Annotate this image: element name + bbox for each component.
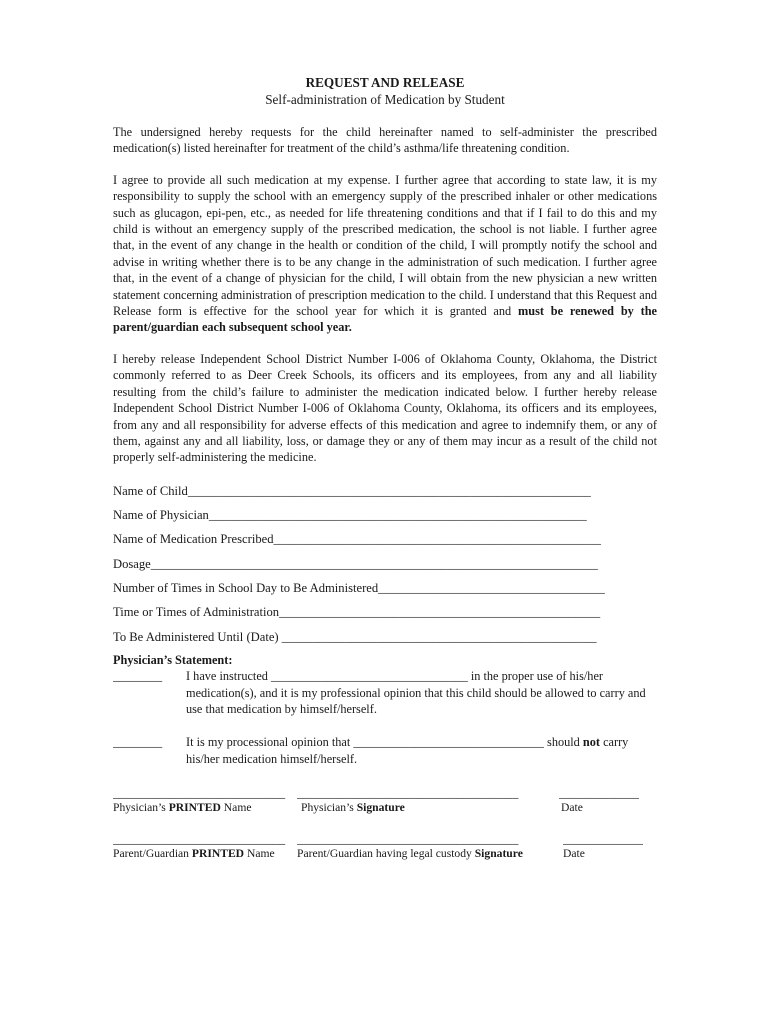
physician-date-label: Date (561, 801, 583, 815)
physician-allow-row (113, 668, 657, 717)
request-paragraph: The undersigned hereby requests for the child hereinafter named to self-administer the prescribed medication(s) listed hereinafter for treatment of the child’s asthma/life threatening condition. (113, 125, 657, 156)
parent-printed-name-line[interactable]: ____________________________ (113, 832, 286, 847)
parent-signature-block (113, 831, 657, 873)
physician-date-line[interactable]: _____________ (559, 786, 639, 801)
form-subtitle: Self-administration of Medication by Student (265, 92, 505, 107)
parent-signature-label: Parent/Guardian having legal custody Signature (297, 847, 523, 861)
form-title: REQUEST AND RELEASE (305, 75, 465, 90)
student-fields (113, 479, 657, 649)
release-paragraph: I hereby release Independent School District Number I-006 of Oklahoma County, Oklahoma, the District commonly referred to as Deer Creek Schools, its officers and its employees, from any and all liability resulting from the child’s failure to administer the medication indicated below. I further hereby release Independent School District Number I-006 of Oklahoma County, Oklahoma, its officers and its employees, from any and all responsibility for adverse effects of this medication and agree to indemnify them, or any of them, against any and all liability, loss, or damage they or any of them may incur as a result of the child not properly self-administering the medicine. (113, 351, 657, 465)
deny-not: not (582, 735, 600, 750)
agreement-paragraph (113, 172, 657, 336)
release-form (113, 74, 657, 873)
dosage-field[interactable]: Dosage_______________________________________________________________________ (113, 556, 598, 571)
physician-name-field[interactable]: Name of Physician____________________________________________________________ (113, 508, 587, 523)
administer-until-field[interactable]: To Be Administered Until (Date) __________________________________________________ (113, 629, 597, 644)
physician-signature-block (113, 785, 657, 827)
physician-signature-line[interactable]: ____________________________________ (297, 786, 519, 801)
deny-text-a: It is my processional opinion that _______________________________ should (186, 735, 583, 750)
physician-signature-label: Physician’s Signature (301, 801, 405, 815)
physician-statement-heading: Physician’s Statement: (113, 652, 233, 667)
times-of-administration-field[interactable]: Time or Times of Administration___________________________________________________ (113, 605, 601, 620)
physician-deny-row (113, 734, 657, 767)
allow-statement: I have instructed ________________________________ in the proper use of his/her medication(s), and it is my professional opinion that this child should be allowed to carry and use that medication by himself/herself. (186, 669, 646, 717)
medication-name-field[interactable]: Name of Medication Prescribed____________________________________________________ (113, 532, 601, 547)
parent-date-line[interactable]: _____________ (563, 832, 643, 847)
agreement-text: I agree to provide all such medication at my expense. I further agree that according to state law, it is my responsibility to supply the school with an emergency supply of the prescribed inhaler or other medications such as glucagon, epi-pen, etc., as needed for life threatening conditions and that if I fail to do this and my child is without an emergency supply of the prescribed medication, the school is not liable. I further agree that, in the event of any change in the health or condition of the child, I will promptly notify the school and advise in writing whether there is to be any change in the administration of such medication. I further agree that, in the event of a change of physician for the child, I will obtain from the new physician a new written statement concerning administration of prescription medication to the child. I understand that this Request and Release form is effective for the school year for which it is granted and (113, 172, 657, 319)
child-name-field[interactable]: Name of Child________________________________________________________________ (113, 483, 591, 498)
parent-signature-line[interactable]: ____________________________________ (297, 832, 519, 847)
times-in-day-field[interactable]: Number of Times in School Day to Be Administered____________________________________ (113, 580, 605, 595)
parent-printed-name-label: Parent/Guardian PRINTED Name (113, 847, 275, 861)
parent-date-label: Date (563, 847, 585, 861)
renewal-notice: must be renewed by the parent/guardian each subsequent school year. (113, 304, 658, 335)
deny-text-b: carry his/her medication himself/herself. (186, 735, 629, 766)
physician-printed-name-line[interactable]: ____________________________ (113, 786, 286, 801)
physician-printed-name-label: Physician’s PRINTED Name (113, 801, 252, 815)
allow-initial-blank[interactable]: ________ (113, 669, 163, 684)
deny-statement (186, 734, 657, 767)
deny-initial-blank[interactable]: ________ (113, 735, 163, 750)
